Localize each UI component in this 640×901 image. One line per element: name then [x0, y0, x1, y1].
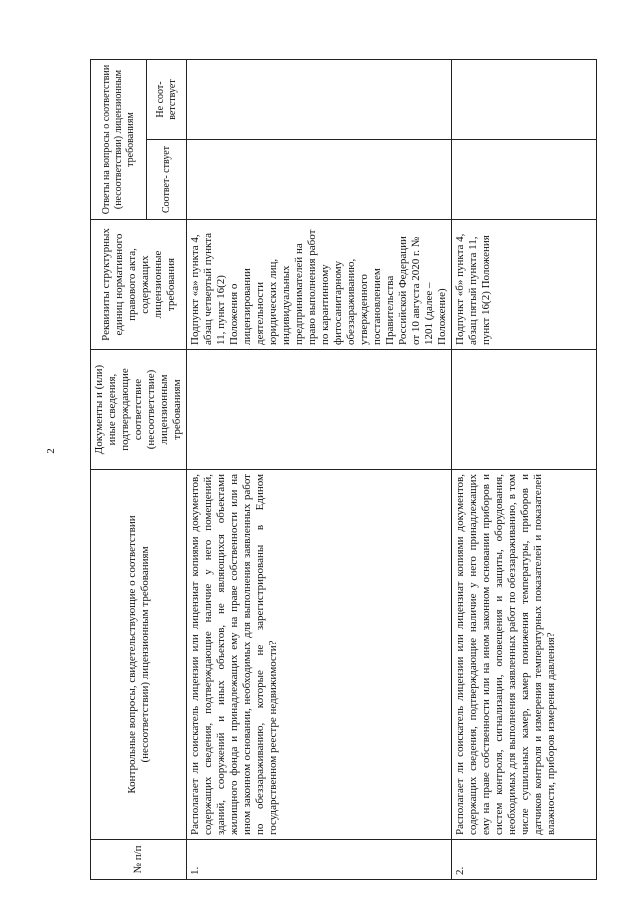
header-documents: Документы и (или) иные сведения, подтверждающие соответствие (несоответствие) лицензионным требованиям [91, 350, 187, 470]
page-number: 2 [44, 448, 57, 454]
row-requisites: Подпункт «а» пункта 4, абзац четвертый пункта 11, пункт 16(2) Положения о лицензировании деятельности юридических лиц, индивидуальных предпринимателей на право выполнения работ по карантинному фитосанитарному обеззараживанию, утвержденного постановлением Правительства Российской Федерации от 10 августа 2020 г. № 1201 (далее – Положение) [187, 220, 452, 350]
row-num: 2. [452, 840, 597, 880]
row-requisites: Подпункт «б» пункта 4, абзац пятый пункта 11, пункт 16(2) Положения [452, 220, 597, 350]
row-answer-yes[interactable] [452, 140, 597, 220]
row-documents[interactable] [452, 350, 597, 470]
header-row [91, 60, 147, 880]
table-row [452, 60, 597, 880]
row-question: Располагает ли соискатель лицензии или лицензиат копиями документов, содержащих сведения, подтверждающие наличие у него помещений, зданий, сооружений и иных объектов, не являющихся объектами жилищного фонда и принадлежащих ему на праве собственности или на ином законном основании, необходимых для выполнения заявленных работ по обеззараживанию, которые не зарегистрированы в Едином государственном реестре недвижимости? [187, 470, 452, 840]
row-documents[interactable] [187, 350, 452, 470]
header-answer-no: Не соот- ветствует [147, 60, 187, 140]
header-num: № п/п [91, 840, 187, 880]
header-requisites: Реквизиты структурных единиц нормативного правового акта, содержащих лицензионные требования [91, 220, 187, 350]
row-answer-no[interactable] [187, 60, 452, 140]
row-answer-yes[interactable] [187, 140, 452, 220]
checklist-table [90, 59, 597, 880]
header-answer-yes: Соответ- ствует [147, 140, 187, 220]
row-answer-no[interactable] [452, 60, 597, 140]
table-row [187, 60, 452, 880]
header-question: Контрольные вопросы, свидетельствующие о соответствии (несоответствии) лицензионным требованиям [91, 470, 187, 840]
checklist-sheet [90, 60, 590, 880]
row-num: 1. [187, 840, 452, 880]
row-question: Располагает ли соискатель лицензии или лицензиат копиями документов, содержащих сведения, подтверждающие наличие у него принадлежащих ему на праве собственности или на ином законном основании приборов и систем контроля, сигнализации, оповещения и защиты, оборудования, необходимых для выполнения заявленных работ по обеззараживанию, в том числе сушильных камер, камер понижения температуры, приборов и датчиков контроля и измерения температурных показателей и показателей влажности, приборов измерения давления? [452, 470, 597, 840]
header-answers: Ответы на вопросы о соответствии (несоответствии) лицензионным требованиям [91, 60, 147, 220]
